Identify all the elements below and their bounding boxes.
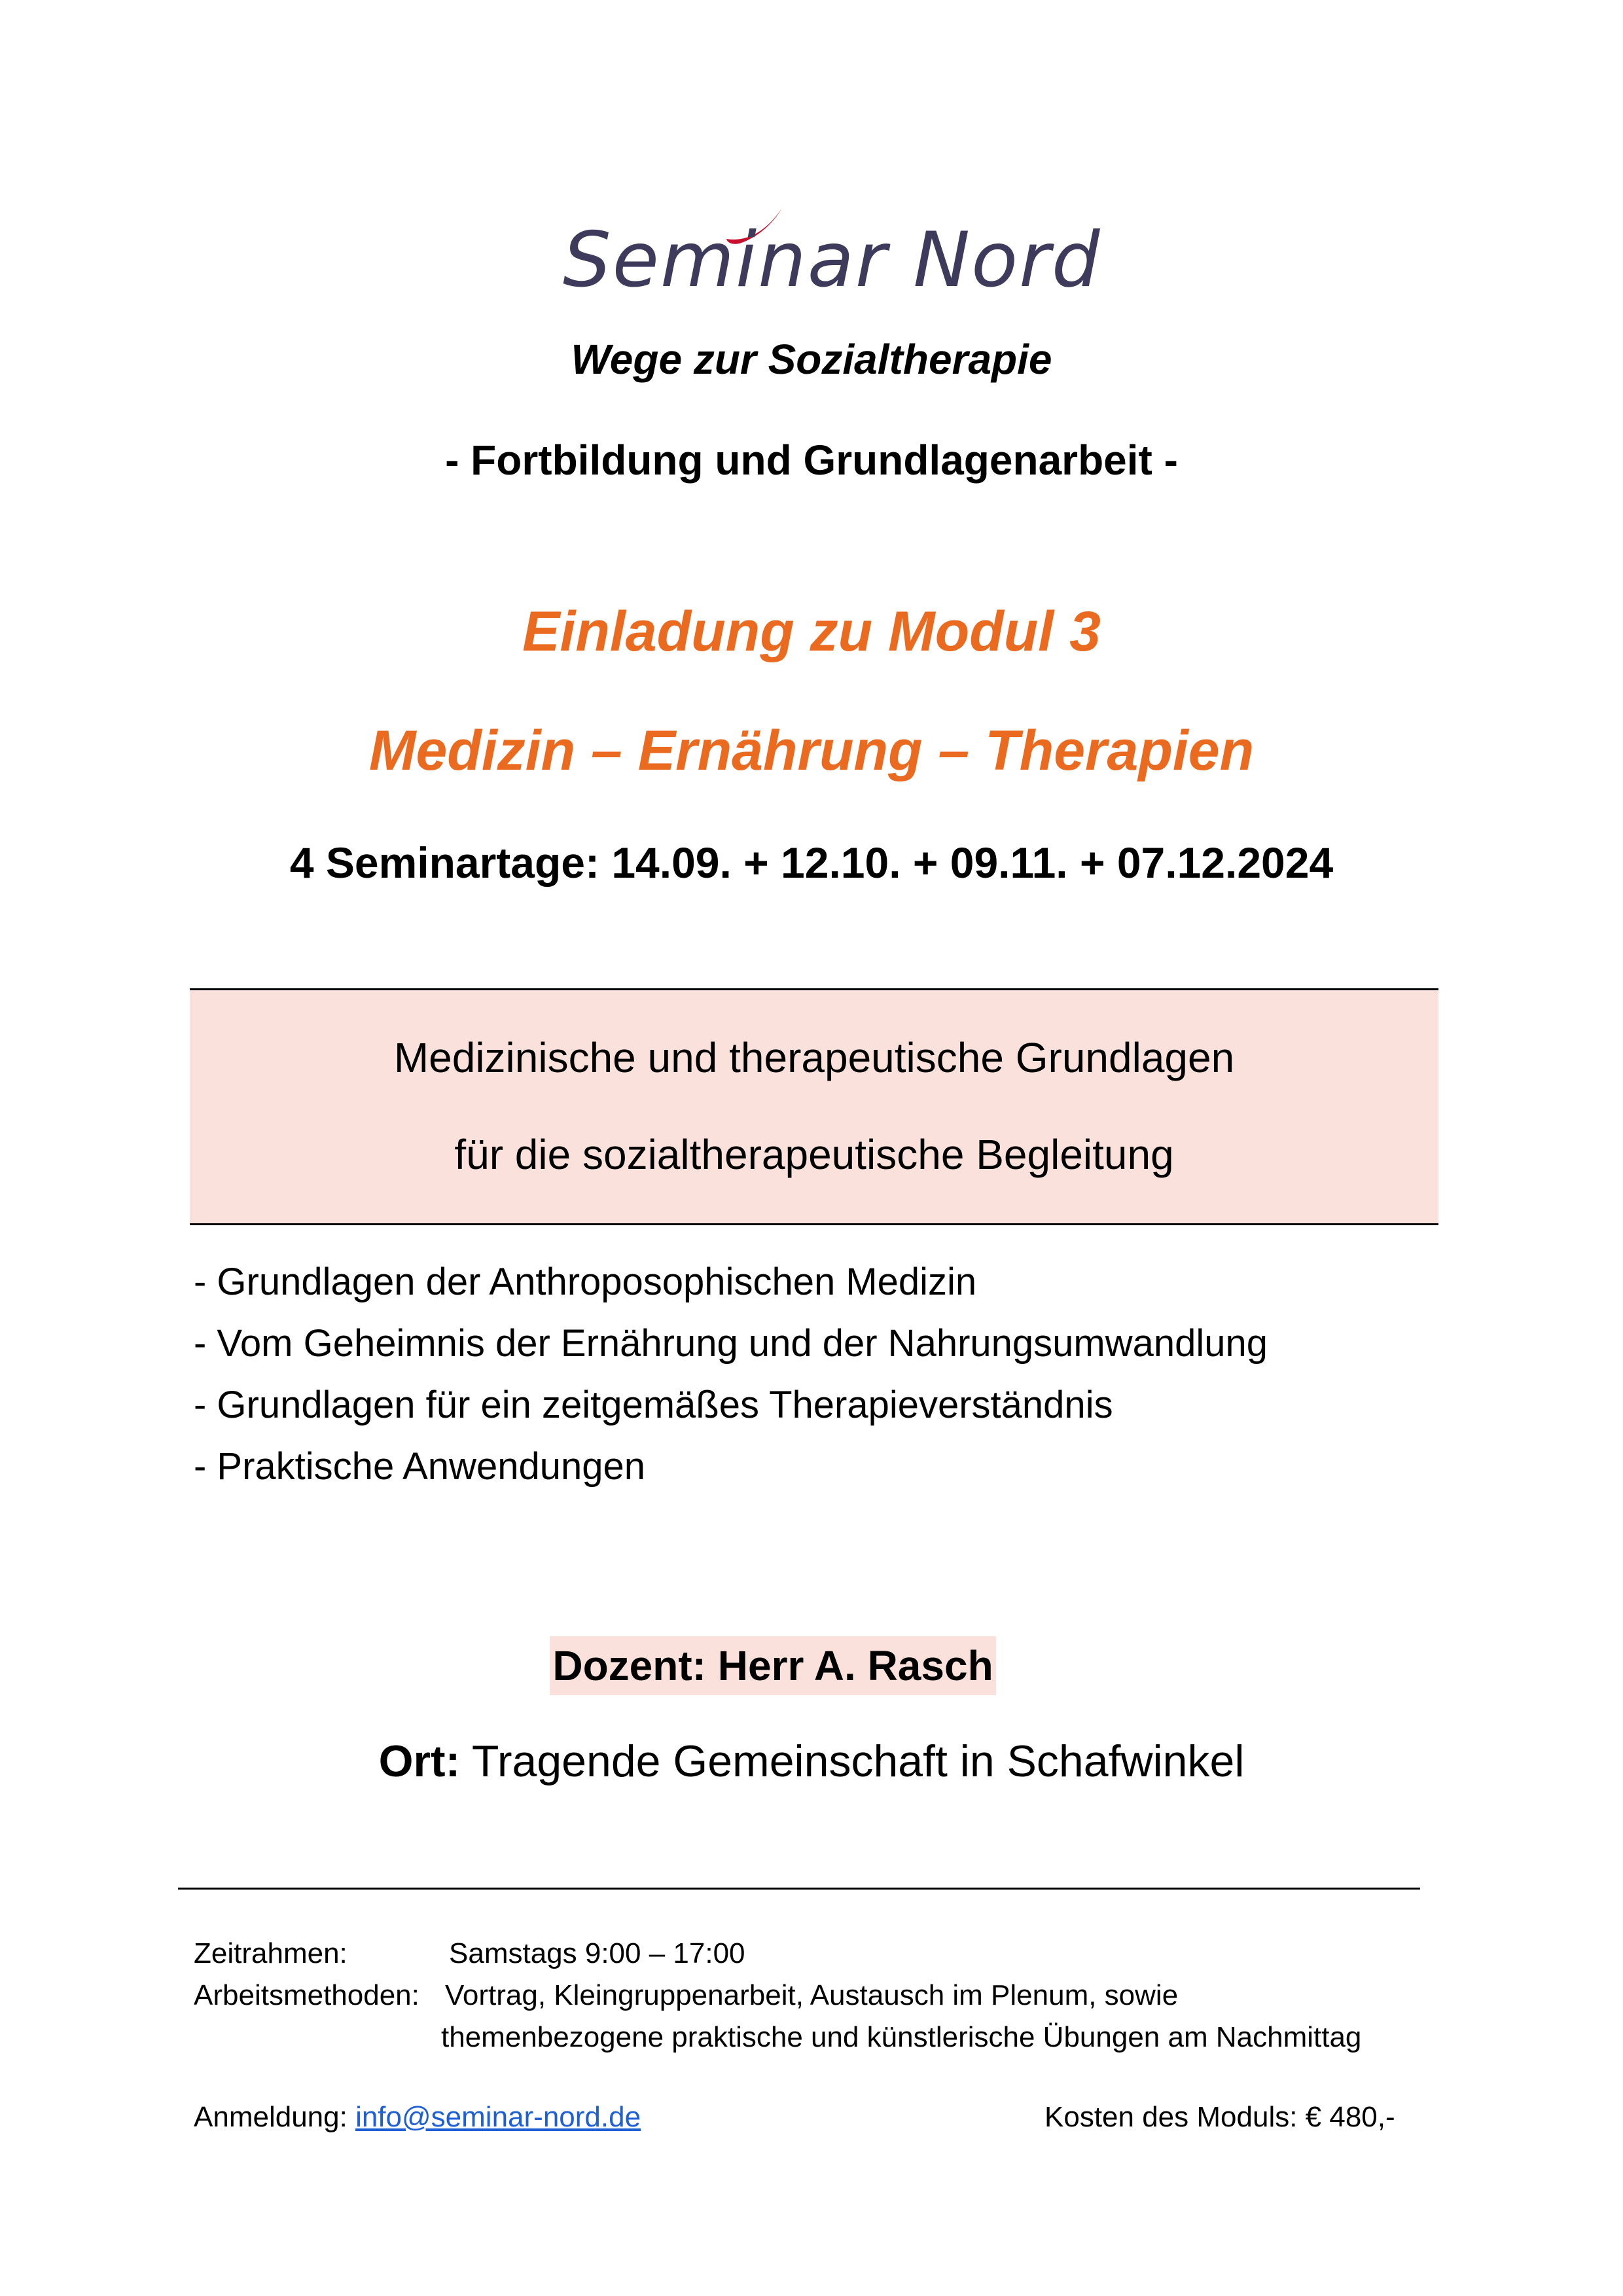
list-item: - Grundlagen der Anthroposophischen Medizin — [194, 1261, 977, 1303]
topic-list — [194, 1251, 1268, 1498]
list-item: - Grundlagen für ein zeitgemäßes Therapieverständnis — [194, 1384, 1113, 1426]
tagline: - Fortbildung und Grundlagenarbeit - — [445, 437, 1178, 484]
lecturer: Dozent: Herr A. Rasch — [550, 1636, 996, 1695]
subtitle: Wege zur Sozialtherapie — [571, 336, 1052, 383]
invitation-title: Einladung zu Modul 3 — [522, 600, 1101, 663]
location-label: Ort: — [378, 1736, 461, 1786]
divider — [178, 1888, 1420, 1890]
highlight-line-1: Medizinische und therapeutische Grundlagen — [393, 1034, 1235, 1081]
registration — [194, 2101, 641, 2134]
methods-label: Arbeitsmethoden: — [194, 1979, 419, 2011]
location-value: Tragende Gemeinschaft in Schafwinkel — [460, 1736, 1245, 1786]
module-cost: Kosten des Moduls: € 480,- — [1044, 2101, 1395, 2133]
timeframe-label: Zeitrahmen: — [194, 1937, 348, 1969]
methods-line-1: Vortrag, Kleingruppenarbeit, Austausch im Plenum, sowie — [445, 1979, 1179, 2011]
highlight-line-2: für die sozialtherapeutische Begleitung — [454, 1131, 1174, 1178]
timeframe-value: Samstags 9:00 – 17:00 — [449, 1937, 745, 1969]
list-item: - Praktische Anwendungen — [194, 1445, 645, 1488]
list-item: - Vom Geheimnis der Ernährung und der Nahrungsumwandlung — [194, 1322, 1268, 1365]
logo — [563, 203, 1101, 304]
registration-label: Anmeldung: — [194, 2101, 356, 2133]
highlight-box — [190, 988, 1438, 1225]
logo-text: Seminar Nord — [563, 216, 1101, 304]
location — [0, 1736, 1623, 1787]
seminar-dates: 4 Seminartage: 14.09. + 12.10. + 09.11. + 07.12.2024 — [289, 838, 1334, 887]
methods-line-2: themenbezogene praktische und künstlerische Übungen am Nachmittag — [441, 2021, 1362, 2053]
registration-email-link[interactable]: info@seminar-nord.de — [355, 2101, 641, 2133]
invitation-topic: Medizin – Ernährung – Therapien — [368, 719, 1255, 782]
